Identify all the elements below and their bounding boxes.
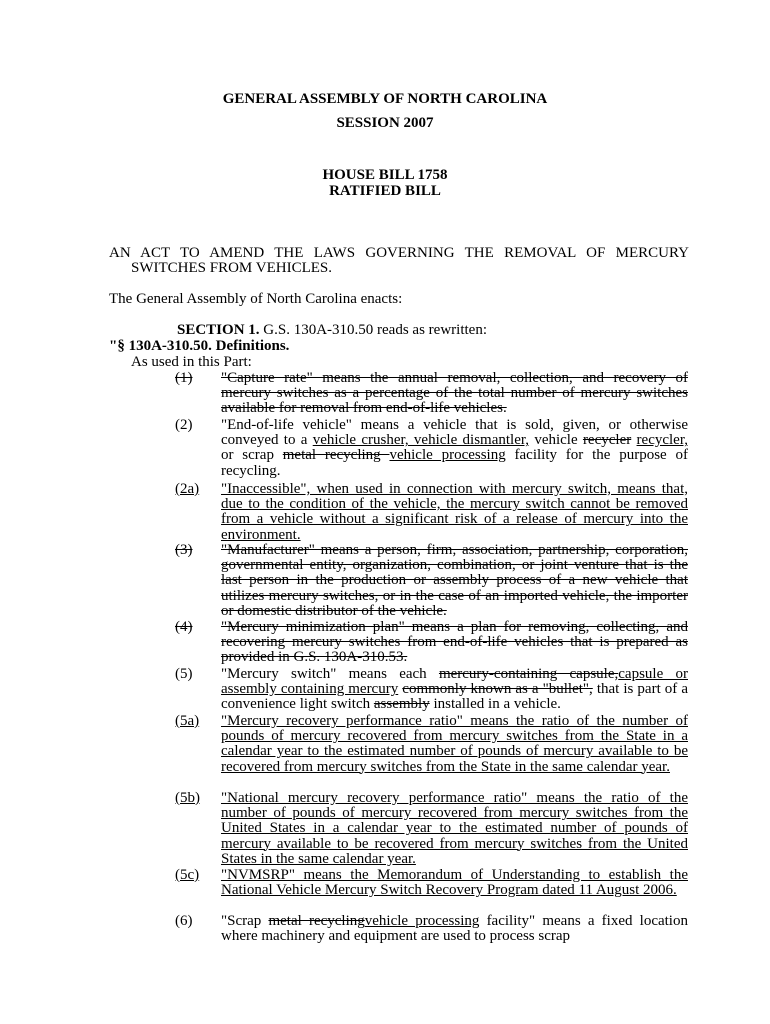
definition-text: [221, 620, 688, 666]
session-heading: SESSION 2007: [336, 115, 434, 131]
definition-text: [221, 543, 688, 619]
ratified-bill-heading: RATIFIED BILL: [329, 183, 441, 199]
deleted-text: "Mercury minimization plan" means a plan for removing, collecting, and recovering mercury switches from end-of-life vehicles that is prepared as provided in G.S. 130A-310.53.: [221, 619, 688, 666]
definition-number: (6): [175, 913, 193, 929]
definition-number: (5a): [175, 713, 200, 729]
section-1-line: [177, 323, 487, 338]
definition-segment: "Scrap: [221, 913, 269, 929]
definition-text: [221, 791, 688, 867]
deleted-text: metal recycling: [268, 913, 365, 929]
inserted-text: capsule or assembly containing mercury: [221, 666, 688, 698]
enacting-clause: The General Assembly of North Carolina enacts:: [109, 291, 403, 307]
definition-segment: that is part of a convenience light switch: [221, 681, 688, 713]
deleted-text: metal recycling: [282, 447, 390, 464]
definition-segment: facility for the purpose of recycling.: [221, 447, 688, 479]
definition-segment: or scrap: [221, 447, 283, 464]
deleted-text: assembly: [373, 696, 430, 713]
definition-segment: "End-of-life vehicle" means a vehicle that is sold, given, or otherwise conveyed to a: [221, 417, 688, 449]
act-title: [109, 246, 689, 276]
section-heading: "§ 130A-310.50. Definitions.: [109, 338, 290, 354]
definition-segment: "Mercury switch" means each: [221, 666, 439, 682]
act-title-text: AN ACT TO AMEND THE LAWS GOVERNING THE REMOVAL OF MERCURY SWITCHES FROM VEHICLES.: [109, 245, 689, 277]
definition-number: (5b): [175, 790, 200, 806]
deleted-text: "Manufacturer" means a person, firm, association, partnership, corporation, governmental entity, organization, combination, or joint venture that is the last person in the production or assembly process of a new vehicle that utilizes mercury switches, or in the case of an imported vehicle, the importer or domestic distributor of the vehicle.: [221, 542, 688, 619]
bill-number-heading: HOUSE BILL 1758: [322, 167, 448, 183]
inserted-text: "Mercury recovery performance ratio" means the ratio of the number of pounds of mercury recovered from mercury switches from the State in a calendar year to the estimated number of pounds of mercury available to be recovered from mercury switches from the State in the same calendar year.: [221, 713, 688, 775]
definition-text: [221, 418, 688, 479]
deleted-text: mercury-containing capsule,: [438, 666, 619, 682]
inserted-text: recycler,: [636, 432, 688, 449]
section-label: SECTION 1.: [177, 322, 260, 338]
definition-text: [221, 371, 688, 417]
definition-text: [221, 482, 688, 543]
deleted-text: recycler: [582, 432, 632, 449]
definition-text: [221, 667, 688, 713]
definition-number: (4): [175, 619, 193, 635]
deleted-text: "Capture rate" means the annual removal, collection, and recovery of mercury switches as a percentage of the total number of mercury switches available for removal from end-of-life vehicles.: [221, 370, 688, 417]
definition-text: [221, 914, 688, 944]
inserted-text: "NVMSRP" means the Memorandum of Understanding to establish the National Vehicle Mercury Switch Recovery Program dated 11 August 2006.: [221, 867, 688, 899]
inserted-text: vehicle crusher, vehicle dismantler,: [312, 432, 530, 449]
section-intro: As used in this Part:: [131, 354, 252, 370]
deleted-text: commonly known as a "bullet",: [402, 681, 593, 698]
definition-number: (2): [175, 417, 193, 433]
inserted-text: vehicle processing: [389, 447, 506, 464]
definition-segment: vehicle: [529, 432, 583, 449]
definition-text: [221, 714, 688, 775]
definition-segment: installed in a vehicle.: [429, 696, 561, 713]
inserted-text: "National mercury recovery performance ratio" means the ratio of the number of pounds of mercury recovered from mercury switches from the United States in a calendar year to the estimated number of pounds of mercury available to be recovered from mercury switches from the United States in the same calendar year.: [221, 790, 688, 867]
general-assembly-heading: GENERAL ASSEMBLY OF NORTH CAROLINA: [222, 91, 548, 107]
inserted-text: "Inaccessible", when used in connection with mercury switch, means that, due to the condition of the vehicle, the mercury switch cannot be removed from a vehicle without a significant risk of a release of mercury into the environment.: [221, 481, 688, 543]
section-text: G.S. 130A-310.50 reads as rewritten:: [263, 322, 487, 338]
inserted-text: vehicle processing: [364, 913, 480, 929]
definition-number: (5): [175, 666, 193, 682]
definition-number: (1): [175, 370, 193, 386]
definition-text: [221, 868, 688, 898]
definition-number: (3): [175, 542, 193, 558]
definition-number: (5c): [175, 867, 200, 883]
definition-segment: facility" means a fixed location where machinery and equipment are used to process scrap: [221, 913, 688, 945]
definition-number: (2a): [175, 481, 200, 497]
